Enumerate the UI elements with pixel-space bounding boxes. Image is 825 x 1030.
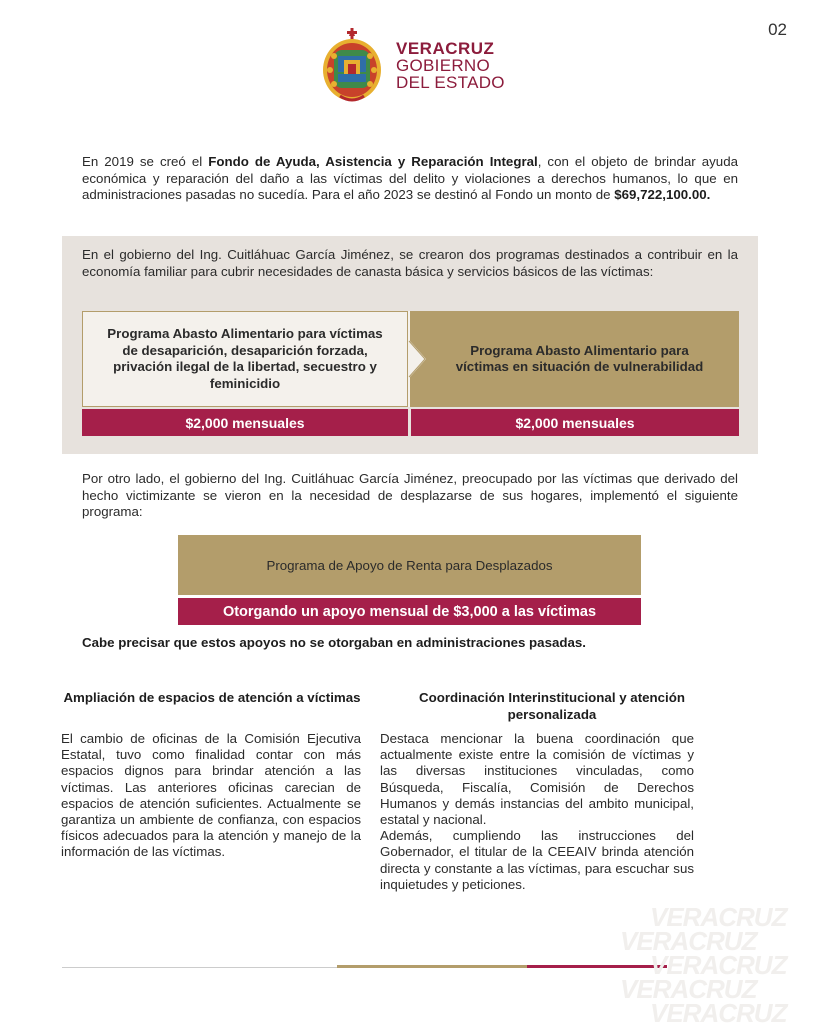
page-number: 02 (768, 20, 787, 39)
footer-divider-gold (337, 965, 527, 968)
programs-intro: En el gobierno del Ing. Cuitláhuac García Jiménez, se crearon dos programas destinados a contribuir en la economía familiar para cubrir necesidades de canasta básica y servicios básicos de las víctimas: (82, 247, 738, 279)
left-section-body: El cambio de oficinas de la Comisión Ejecutiva Estatal, tuvo como finalidad contar con más espacios dignos para brindar atención a las víctimas. Las anteriores oficinas carecian de espacios de atención suficientes. Actualmente se garantiza un ambiente de confianza, con espacios físicos adecuados para la atención y manejo de la información de las víctimas. (61, 731, 361, 860)
right-section-title: Coordinación Interinstitucional y atención personalizada (419, 690, 685, 722)
brand-line-2: GOBIERNO (396, 55, 491, 75)
brand-line-3: DEL ESTADO (396, 72, 505, 92)
footer-divider-gray (62, 967, 337, 968)
fund-amount: $69,722,100.00. (614, 187, 711, 202)
displaced-intro: Por otro lado, el gobierno del Ing. Cuitláhuac García Jiménez, preocupado por las víctimas que derivado del hecho victimizante se vieron en la necesidad de desplazarse de sus hogares, implementó el siguiente programa: (82, 471, 738, 519)
watermark-line-1: VERACRUZ (650, 902, 787, 932)
program-title-2: Programa Abasto Alimentario para víctimas en situación de vulnerabilidad (455, 342, 704, 374)
fund-name: Fondo de Ayuda, Asistencia y Reparación Integral (208, 154, 538, 169)
intro-text-2: , con el objeto de brindar ayuda económica y reparación del daño a las víctimas del delito y violaciones a derechos humanos, lo que en administraciones pasadas no sucedía. Para el año 2023 se destinó al Fondo un monto de (82, 154, 738, 202)
brand-line-1: VERACRUZ (396, 38, 495, 58)
veracruz-watermark (620, 902, 825, 1030)
program-amount-2: $2,000 mensuales (411, 409, 739, 436)
watermark-line-4: VERACRUZ (620, 974, 757, 1004)
right-section-paragraph-2: Además, cumpliendo las instrucciones del Gobernador, el titular de la CEEAIV brinda atención directa y constante a las víctimas, para escuchar sus inquietudes y peticiones. (380, 828, 694, 892)
rent-program-amount: Otorgando un apoyo mensual de $3,000 a las víctimas (178, 598, 641, 625)
left-section-title: Ampliación de espacios de atención a víctimas (63, 690, 361, 705)
program-card-2 (410, 311, 739, 407)
chevron-right-icon (408, 311, 428, 407)
program-amount-1: $2,000 mensuales (82, 409, 408, 436)
note-text: Cabe precisar que estos apoyos no se otorgaban en administraciones pasadas. (82, 635, 586, 650)
brand-wordmark (396, 40, 505, 91)
header (320, 26, 505, 104)
intro-text-1: En 2019 se creó el (82, 154, 209, 169)
watermark-line-3: VERACRUZ (650, 950, 787, 980)
rent-program-title: Programa de Apoyo de Renta para Desplazados (266, 557, 553, 573)
watermark-line-2: VERACRUZ (620, 926, 757, 956)
program-card-1 (82, 311, 408, 407)
right-section-paragraph-1: Destaca mencionar la buena coordinación que actualmente existe entre la comisión de víctimas y las diversas instituciones vinculadas, como Búsqueda, Fiscalía, Comisión de Derechos Humanos y demás instancias del ambito municipal, estatal y nacional. (380, 731, 694, 828)
rent-program-card (178, 535, 641, 595)
veracruz-coat-of-arms-icon (320, 26, 384, 104)
program-title-1: Programa Abasto Alimentario para víctimas de desaparición, desaparición forzada, privación ilegal de la libertad, secuestro y feminicidio (107, 326, 383, 391)
intro-paragraph (82, 154, 738, 204)
watermark-line-5: VERACRUZ (650, 998, 787, 1028)
footer-divider-guinda (527, 965, 667, 968)
right-section-body (380, 731, 694, 893)
